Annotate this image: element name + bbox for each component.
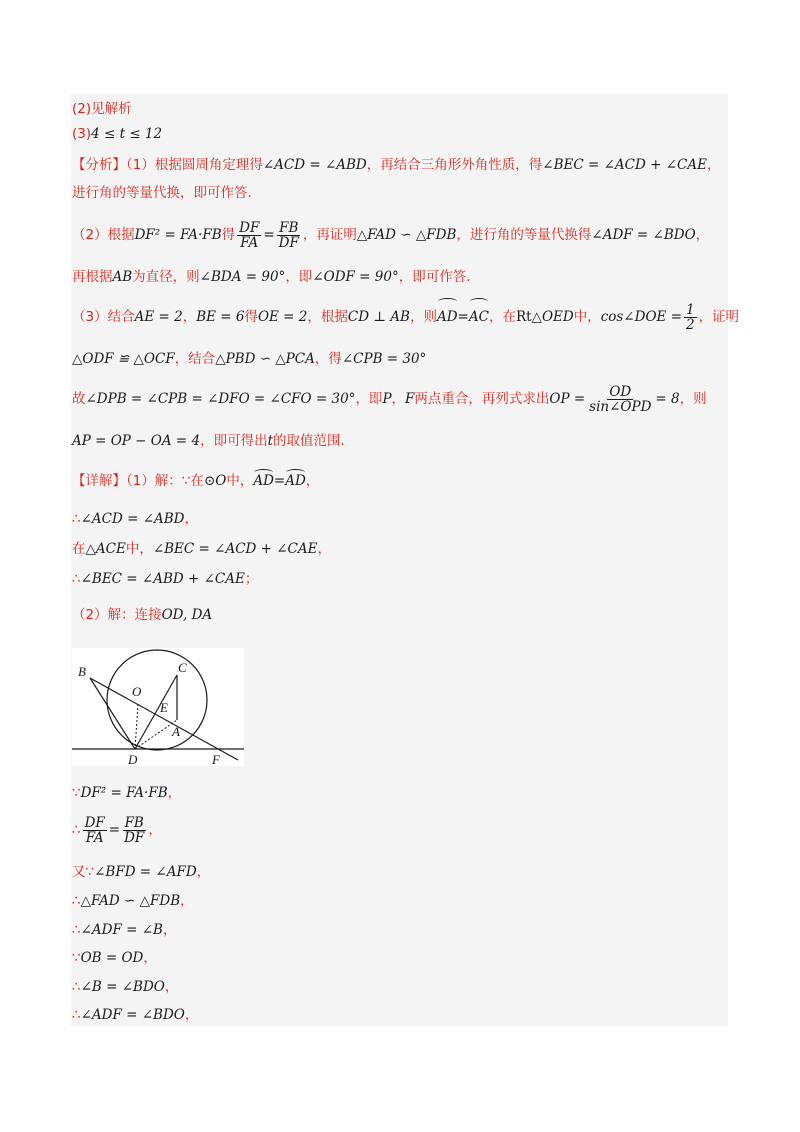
analysis-p1-end: ， xyxy=(706,157,721,173)
math-eight: = 8 xyxy=(655,391,680,407)
text: ，则 xyxy=(409,309,437,325)
proof-step-5 xyxy=(72,921,176,939)
text: ， xyxy=(184,1007,199,1023)
label-a: A xyxy=(172,724,180,739)
analysis-line-5 xyxy=(72,301,739,333)
label-d: D xyxy=(128,752,138,766)
math-ap: AP = OP − OA = 4 xyxy=(72,433,201,449)
math-t: t xyxy=(267,433,274,449)
therefore-symbol: ∴ xyxy=(72,822,81,838)
text: ， xyxy=(143,950,157,966)
math-ab: AB xyxy=(112,269,133,285)
analysis-line-4 xyxy=(72,268,471,286)
math: △FAD ∽ △FDB xyxy=(80,893,181,909)
part2-label: (2) xyxy=(72,101,92,117)
math: ∠BFD = ∠AFD xyxy=(94,864,197,880)
math: ∠BEC = ∠ACD + ∠CAE xyxy=(152,541,318,557)
therefore-symbol: ∴ xyxy=(72,511,81,527)
text: ， xyxy=(182,309,197,325)
equals-sign: = xyxy=(457,309,469,325)
equals-sign: = xyxy=(273,473,286,489)
text: ，结合 xyxy=(174,351,216,367)
math: ∠B = ∠BDO xyxy=(80,979,165,995)
therefore-symbol: ∴ xyxy=(72,979,81,995)
text: ，证明 xyxy=(698,309,740,325)
text: ， xyxy=(317,541,331,557)
fraction-fb-df: $\frac{FB}{DF}$ xyxy=(278,219,299,251)
math-cpb: ∠CPB = 30° xyxy=(341,351,427,367)
label-f: F xyxy=(212,752,220,766)
proof-step-6 xyxy=(72,949,157,967)
math-rt: Rt xyxy=(515,309,532,325)
analysis-p2-lead: （2）根据 xyxy=(72,227,135,243)
text: ， xyxy=(184,511,199,527)
analysis-line-8 xyxy=(72,432,345,450)
therefore-symbol: ∴ xyxy=(72,1007,81,1023)
analysis-line-6 xyxy=(72,350,426,368)
therefore-symbol: ∴ xyxy=(72,571,81,587)
analysis-line-1 xyxy=(72,156,720,174)
because-symbol: 又∵ xyxy=(72,864,95,880)
detail-line-1 xyxy=(72,472,319,490)
math-odf: ∠ODF = 90° xyxy=(312,269,399,285)
part3-range: 4 ≤ t ≤ 12 xyxy=(91,126,163,142)
text: ，即 xyxy=(285,269,313,285)
text: ，即可得出 xyxy=(200,433,268,449)
detail-tag: 【详解】 xyxy=(72,473,126,489)
text: 在 xyxy=(72,541,86,557)
answer-part3 xyxy=(72,125,162,143)
text: 再根据 xyxy=(72,269,113,285)
text: ，即可作答. xyxy=(398,269,471,285)
math: ∠ACD = ∠ABD xyxy=(80,511,185,527)
text: 中， xyxy=(226,473,254,489)
math-bda: ∠BDA = 90° xyxy=(199,269,286,285)
triangle-icon: △ xyxy=(531,309,542,325)
text: ， xyxy=(305,473,320,489)
math-cd-ab: CD ⊥ AB xyxy=(347,309,410,325)
geometry-figure xyxy=(72,648,244,766)
fraction-fb-df: $\frac{FB}{DF}$ xyxy=(124,815,145,846)
text: ； xyxy=(244,571,259,587)
arc-ad: AD xyxy=(285,473,306,489)
label-e: E xyxy=(160,700,168,715)
text: （3）结合 xyxy=(72,309,135,325)
text: ， xyxy=(148,822,162,838)
text: ， xyxy=(164,979,179,995)
analysis-p2-de: 得 xyxy=(221,227,236,243)
proof-step-7 xyxy=(72,978,178,996)
math: ∠ADF = ∠BDO xyxy=(80,1007,185,1023)
math-be: BE = 6 xyxy=(196,309,245,325)
equals-sign: = xyxy=(263,227,275,243)
math-oe: OE = 2 xyxy=(257,309,308,325)
therefore-symbol: ∴ xyxy=(72,893,81,909)
text: （2）解：连接 xyxy=(72,607,162,623)
analysis-p1-m1: ∠ACD = ∠ABD xyxy=(262,157,367,173)
fraction-od-sin: $\frac{OD}{\text{sin∠OPD}}$ xyxy=(589,383,652,415)
text: 两点重合，再列式求出 xyxy=(414,391,550,407)
analysis-tag: 【分析】 xyxy=(72,157,126,173)
therefore-symbol: ∴ xyxy=(72,922,81,938)
analysis-p2-m1: DF² = FA·FB xyxy=(134,227,222,243)
arc-ad: AD xyxy=(253,473,274,489)
math-cos: cos∠DOE = xyxy=(600,309,682,325)
analysis-line-3 xyxy=(72,219,709,251)
text: ， xyxy=(167,785,182,801)
math-p: P xyxy=(382,391,392,407)
label-b: B xyxy=(78,664,86,679)
equals-sign: = xyxy=(108,822,121,838)
math: △ACE xyxy=(85,541,126,557)
text: ，在 xyxy=(488,309,516,325)
proof-step-8 xyxy=(72,1006,198,1024)
math-op: OP = xyxy=(549,391,586,407)
math-congruent: △ODF ≌ △OCF xyxy=(72,351,175,367)
fraction-df-fa: $\frac{DF}{FA}$ xyxy=(84,815,105,846)
math-ae: AE = 2 xyxy=(134,309,183,325)
analysis-p1-lead: （1）根据圆周角定理得 xyxy=(126,157,263,173)
text: ，则 xyxy=(679,391,707,407)
text: （1）解：∵在 xyxy=(126,473,204,489)
text: 故 xyxy=(72,391,86,407)
text: ， xyxy=(196,864,211,880)
arc-ac: AC xyxy=(469,301,489,333)
proof-step-4 xyxy=(72,892,194,910)
math: DF² = FA·FB xyxy=(80,785,168,801)
text: 得 xyxy=(244,309,258,325)
text: 中， xyxy=(573,309,601,325)
text: ， xyxy=(180,893,194,909)
detail-line-4 xyxy=(72,570,258,588)
text: 中， xyxy=(125,541,153,557)
answer-part2 xyxy=(72,100,132,118)
fraction-half: $\frac{1}{2}$ xyxy=(685,301,695,333)
math-angles: ∠DPB = ∠CPB = ∠DFO = ∠CFO = 30° xyxy=(85,391,356,407)
part3-label: (3) xyxy=(72,126,92,142)
detail-line-2 xyxy=(72,510,198,528)
math: OB = OD xyxy=(80,950,144,966)
proof-step-1 xyxy=(72,784,181,802)
analysis-p2-t4: ， xyxy=(695,227,710,243)
analysis-line-7 xyxy=(72,383,707,415)
proof-step-3 xyxy=(72,863,210,881)
because-symbol: ∵ xyxy=(72,785,81,801)
text: 为直径，则 xyxy=(132,269,200,285)
analysis-p2-m3: ∠ADF = ∠BDO xyxy=(591,227,696,243)
analysis-p1-m2: ∠BEC = ∠ACD + ∠CAE xyxy=(542,157,707,173)
math: OD, DA xyxy=(161,607,213,623)
text: ，根据 xyxy=(307,309,348,325)
analysis-line-2: 进行角的等量代换，即可作答. xyxy=(72,185,252,201)
math: ∠BEC = ∠ABD + ∠CAE xyxy=(80,571,245,587)
label-c: C xyxy=(178,660,187,675)
math-oed: OED xyxy=(541,309,574,325)
circle-o: ⊙O xyxy=(203,473,227,489)
math: ∠ADF = ∠B xyxy=(80,922,163,938)
part2-text: 见解析 xyxy=(91,101,132,117)
text: ， xyxy=(391,391,406,407)
arc-ad: AD xyxy=(437,301,458,333)
analysis-p2-m2: △FAD ∽ △FDB xyxy=(356,227,457,243)
math-similar: △PBD ∽ △PCA xyxy=(215,351,315,367)
fraction-df-fa: $\frac{DF}{FA}$ xyxy=(239,219,260,251)
proof-step-2 xyxy=(72,814,162,846)
analysis-p2-t2: ，再证明 xyxy=(302,227,357,243)
analysis-p1-mid: ，再结合三角形外角性质，得 xyxy=(366,157,543,173)
detail-line-5 xyxy=(72,606,212,624)
because-symbol: ∵ xyxy=(72,950,81,966)
label-o: O xyxy=(132,684,142,699)
text: ，得 xyxy=(314,351,342,367)
analysis-p2-t3: ，进行角的等量代换得 xyxy=(456,227,592,243)
text: 的取值范围. xyxy=(273,433,345,449)
text: ，即 xyxy=(355,391,383,407)
math-f: F xyxy=(405,391,415,407)
detail-line-3 xyxy=(72,540,331,558)
text: ， xyxy=(162,922,177,938)
